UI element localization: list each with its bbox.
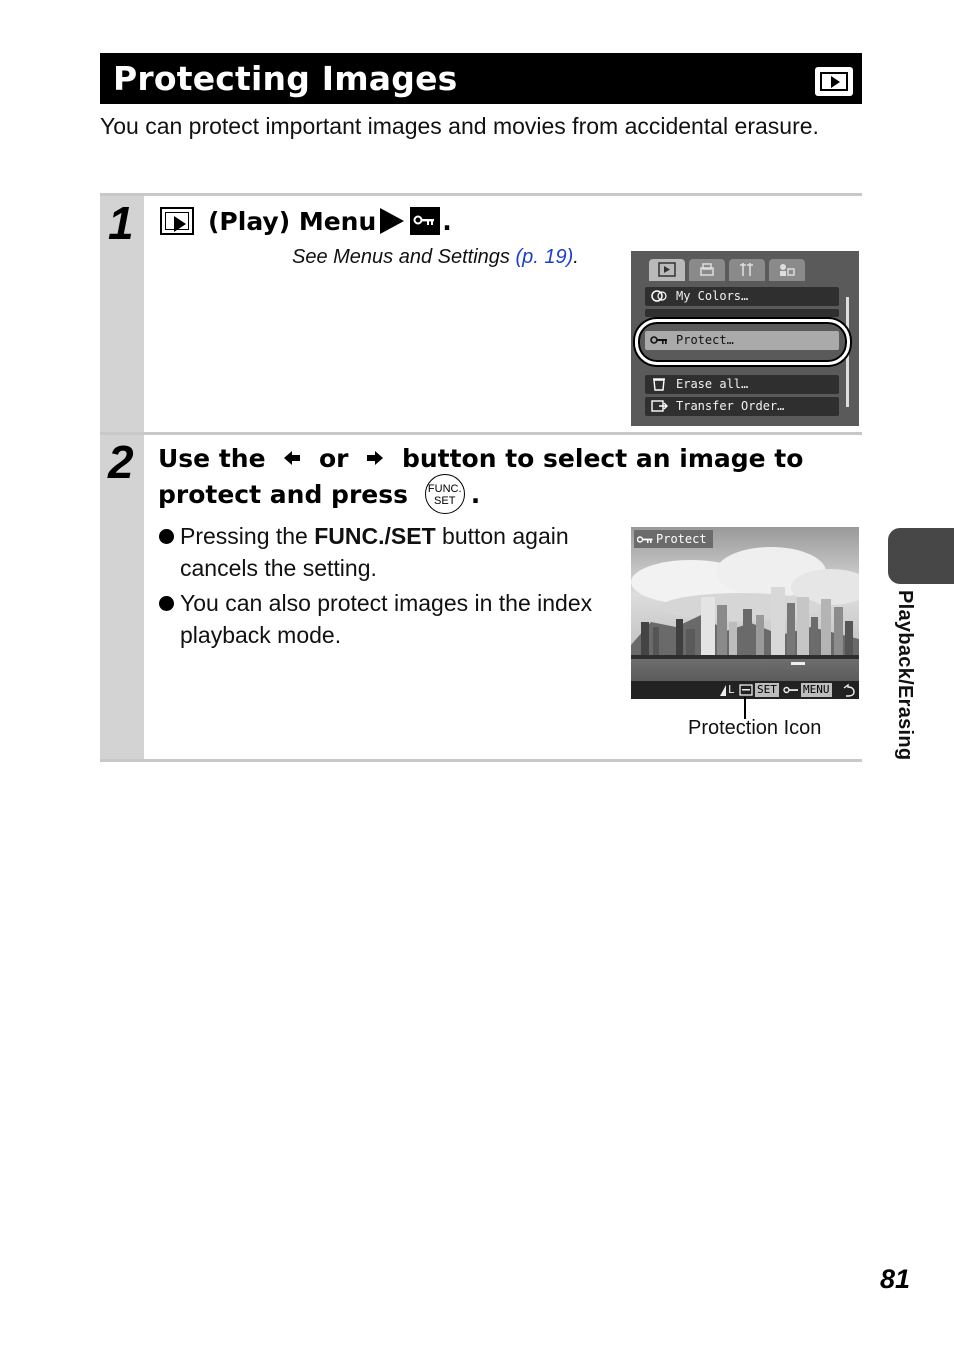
page-number: 81 — [880, 1264, 911, 1294]
playback-mode-icon — [815, 67, 853, 96]
quality-indicator: L — [728, 683, 735, 696]
camera-playback-screen — [631, 527, 859, 699]
protect-screen-label — [634, 530, 713, 548]
step-1-heading — [160, 204, 452, 238]
bullet-item — [158, 520, 618, 584]
protect-key-icon — [637, 535, 653, 544]
print-tab-icon — [689, 259, 725, 281]
menu-item-my-colors[interactable] — [645, 287, 839, 306]
menu-item-partial — [645, 309, 839, 317]
menu-item-label: Protect… — [676, 333, 734, 347]
left-arrow-icon — [282, 449, 302, 467]
transfer-order-icon — [650, 399, 668, 413]
play-tab-icon — [649, 259, 685, 281]
func-set-button-icon — [425, 474, 465, 514]
bullet-text: You can also protect images in the index playback mode. — [180, 590, 593, 648]
menu-item-label: Transfer Order… — [676, 399, 785, 413]
step-2-heading — [158, 441, 858, 514]
reference-text: See Menus and Settings — [292, 246, 510, 268]
bullet-text: button again cancels the setting. — [180, 523, 569, 581]
heading-text: Use the — [158, 444, 266, 473]
play-menu-label: (Play) Menu — [208, 206, 377, 236]
arrow-right-icon — [380, 208, 404, 234]
chapter-label: Playback/Erasing — [894, 590, 916, 761]
mycamera-tab-icon — [769, 259, 805, 281]
page-reference-link[interactable]: (p. 19) — [515, 246, 574, 268]
erase-all-icon — [650, 377, 668, 391]
menu-item-erase-all[interactable] — [645, 375, 839, 394]
my-colors-icon — [650, 289, 668, 303]
heading-or: or — [318, 444, 349, 473]
protection-icon-caption: Protection Icon — [688, 717, 822, 739]
step-2-bullets — [158, 520, 618, 654]
bullet-dot — [159, 596, 174, 611]
setup-tab-icon — [729, 259, 765, 281]
protect-screen-text: Protect — [656, 532, 707, 546]
section-title-bar — [100, 53, 862, 104]
intro-paragraph: You can protect important images and movies from accidental erasure. — [100, 113, 819, 139]
heading-period: . — [442, 206, 452, 236]
bullet-item — [158, 587, 618, 651]
menu-label: MENU — [803, 683, 830, 696]
chapter-tab — [888, 528, 954, 584]
heading-text: button to select an image to protect and press — [158, 444, 804, 509]
protect-key-icon — [410, 207, 440, 235]
step-number: 1 — [108, 197, 134, 249]
protection-status-icon — [739, 683, 753, 697]
see-menus-reference — [292, 246, 579, 269]
bullet-dot — [159, 529, 174, 544]
func-label: FUNC. — [427, 483, 462, 495]
bullet-bold: FUNC./SET — [314, 523, 436, 549]
step-1 — [100, 193, 862, 433]
highlight-ring — [635, 319, 850, 365]
right-arrow-icon — [365, 449, 385, 467]
page-title: Protecting Images — [113, 59, 458, 98]
return-arrow-icon — [841, 683, 855, 697]
play-icon — [160, 207, 194, 235]
heading-period: . — [470, 480, 481, 509]
step-2 — [100, 432, 862, 762]
menu-item-label: Erase all… — [676, 377, 749, 391]
menu-item-transfer-order[interactable] — [645, 397, 839, 416]
step-number: 2 — [108, 436, 134, 488]
set-label: SET — [434, 495, 456, 507]
set-label: SET — [757, 683, 777, 696]
protect-key-icon — [783, 683, 799, 697]
menu-item-label: My Colors… — [676, 289, 749, 303]
bullet-text: Pressing the — [180, 523, 315, 549]
reference-period: . — [573, 246, 579, 268]
city-skyline-photo — [631, 527, 859, 699]
camera-menu-screen — [631, 251, 859, 426]
caption-pointer-line — [744, 697, 746, 719]
menu-tabs — [649, 259, 805, 281]
compression-icon — [719, 683, 727, 697]
